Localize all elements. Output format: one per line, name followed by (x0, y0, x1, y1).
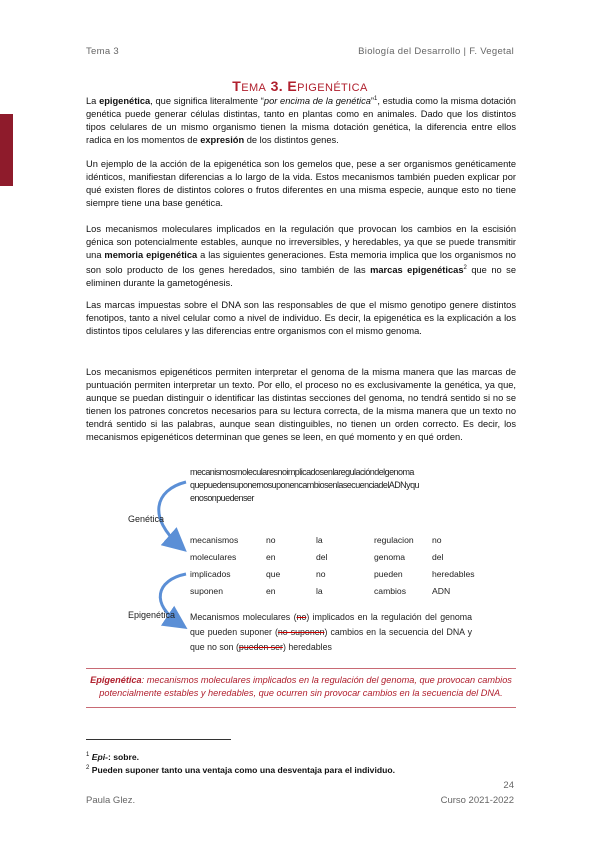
definition-box (86, 668, 516, 708)
paragraph-intro: La epigenética, que significa literalmente “por encima de la genética”$^1$, estudia como la misma dotación genética puede generar células distintas, tanto en plantas como en animales. Dado que los distintos tipos celulares de un mismo organismo tienen la misma dotación genética, la diferencia entre ellos radica en los momentos de expresión de los distintos genes. (86, 96, 516, 146)
sequence-line: mecanismosmolecularesnoimplicadosenlaregulacióndelgenoma (190, 467, 414, 477)
paragraph-punctuation: Los mecanismos epigenéticos permiten interpretar el genoma de la misma manera que las marcas de puntuación permiten interpretar un texto. Por ello, el proceso no es exclusivamente la genética, ya que, aunque se puedan distinguir o identificar las distintas secciones del genoma, no tendrá sentido si no se tienen los patrones concretos necesarios para su lectura correcta, de la misma manera que un texto no tendrá sentido si las palabras, aunque sean distinguibles, no tienen un orden correcto. Es decir, los mecanismos epigenéticos determinan que genes se leen, en qué momento y en qué orden. (86, 367, 516, 443)
paragraph-twins: Un ejemplo de la acción de la epigenética son los gemelos que, pese a ser organismos genéticamente idénticos, manifiestan diferencias a lo largo de la vida. Estos mecanismos también pueden explicar por qué existen flores de distintos colores o frutos diferentes en una misma especie, aunque esto no tiene siempre tiene una base genética. (86, 159, 516, 209)
label-genetica: Genética (128, 514, 165, 524)
definition-term: Epigenética (90, 675, 142, 685)
label-epigenetica: Epigenética (128, 610, 176, 620)
header-topic: Tema 3 (86, 46, 119, 57)
grid-row: moleculares en del genoma del (190, 552, 444, 562)
sequence-line: enosonpuedenser (190, 493, 254, 503)
definition-text: : mecanismos moleculares implicados en la regulación del genoma, que provocan cambios potencialmente estables y heredables, que ocurren sin provocar cambios en la secuencia del DNA. (99, 675, 512, 698)
footnote-1: $^1$ Epi-: sobre. (86, 752, 140, 762)
paragraph-mechanisms: Los mecanismos moleculares implicados en la regulación que provocan los cambios en la escisión génica son potencialmente estables, aunque no irreversibles, y heredables, ya que se puede transmitir una memoria epigenética a las siguientes generaciones. Esta memoria implica que los organismos no son solo producto de los genes heredados, sino también de las marcas epigenéticas$^2$ que no se eliminen durante la gametogénesis. (86, 224, 516, 289)
epigenetic-sentence: Mecanismos moleculares (no) implicados en la regulación del genoma que pueden suponer (no suponen) cambios en la secuencia del DNA y que no son (pueden ser) heredables (190, 612, 473, 652)
paragraph-marks: Las marcas impuestas sobre el DNA son las responsables de que el mismo genotipo genere distintos fenotipos, tanto a nivel celular como a nivel de individuo. Es decir, la epigenética es la explicación a los distintos tipos celulares y las diferencias entre organismos con el mismo genoma. (86, 300, 516, 337)
sidebar-marker (0, 114, 13, 186)
grid-row: mecanismos no la regulacion no (190, 535, 442, 545)
footer-course-year: Curso 2021-2022 (440, 795, 514, 806)
word-grid (190, 532, 480, 600)
diagram-sequence (190, 466, 490, 505)
grid-row: suponen en la cambios ADN (190, 586, 451, 596)
page-title: TEMA 3. EPIGENÉTICA (232, 78, 368, 94)
footnote-divider (86, 739, 231, 740)
page-number: 24 (503, 780, 514, 791)
sequence-line: quepuedensuponernosuponencambiosenlasecuenciadelADNyqu (190, 480, 419, 490)
header-course-title: Biología del Desarrollo | F. Vegetal (358, 46, 514, 57)
footnote-2: $^2$ Pueden suponer tanto una ventaja como una desventaja para el individuo. (86, 765, 395, 775)
grid-row: implicados que no pueden heredables (190, 569, 475, 579)
footer-author: Paula Glez. (86, 795, 136, 806)
